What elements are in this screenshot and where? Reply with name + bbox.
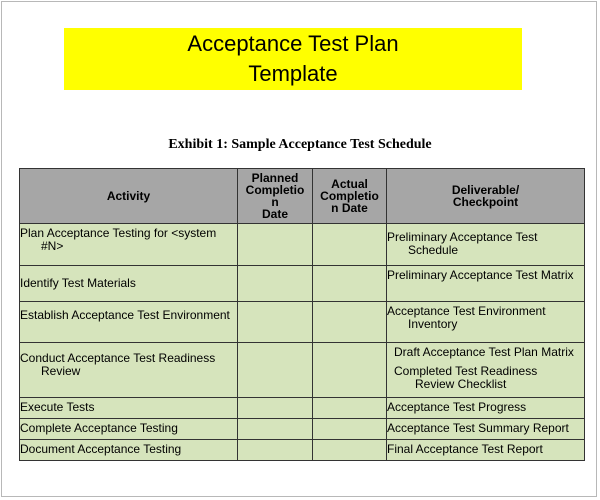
deliverable-cell: Final Acceptance Test Report (387, 440, 585, 461)
header-deliverable-checkpoint: Deliverable/ Checkpoint (387, 169, 585, 224)
planned-date-cell (238, 343, 313, 398)
table-row (20, 343, 585, 398)
planned-date-cell (238, 224, 313, 266)
planned-date-cell (238, 419, 313, 440)
actual-date-cell (313, 302, 387, 343)
title-banner (64, 28, 522, 90)
deliverable-cell: Preliminary Acceptance Test Schedule (387, 224, 585, 266)
actual-date-cell (313, 440, 387, 461)
table-row (20, 419, 585, 440)
planned-date-cell (238, 440, 313, 461)
header-activity: Activity (20, 169, 238, 224)
deliverable-cell: Preliminary Acceptance Test Matrix (387, 266, 585, 302)
actual-date-cell (313, 398, 387, 419)
activity-cell: Identify Test Materials (20, 266, 238, 302)
activity-cell: Document Acceptance Testing (20, 440, 238, 461)
planned-date-cell (238, 302, 313, 343)
table-row (20, 266, 585, 302)
table-row (20, 398, 585, 419)
deliverable-cell: Acceptance Test Summary Report (387, 419, 585, 440)
header-planned-completion-date: Planned Completio n Date (238, 169, 313, 224)
activity-cell: Establish Acceptance Test Environment (20, 302, 238, 343)
table-header-row (20, 169, 585, 224)
table-row (20, 440, 585, 461)
title-line-1: Acceptance Test Plan (187, 31, 399, 56)
header-actual-completion-date: Actual Completio n Date (313, 169, 387, 224)
activity-cell: Plan Acceptance Testing for <system #N> (20, 224, 238, 266)
activity-cell: Execute Tests (20, 398, 238, 419)
actual-date-cell (313, 224, 387, 266)
activity-cell: Complete Acceptance Testing (20, 419, 238, 440)
deliverable-cell: Acceptance Test Environment Inventory (387, 302, 585, 343)
actual-date-cell (313, 343, 387, 398)
deliverable-cell: Acceptance Test Progress (387, 398, 585, 419)
exhibit-caption: Exhibit 1: Sample Acceptance Test Schedule (168, 137, 432, 152)
actual-date-cell (313, 266, 387, 302)
planned-date-cell (238, 398, 313, 419)
activity-cell: Conduct Acceptance Test Readiness Review (20, 343, 238, 398)
deliverable-cell: Draft Acceptance Test Plan Matrix Completed Test Readiness Review Checklist (387, 343, 585, 398)
table-row (20, 302, 585, 343)
title-line-2: Template (248, 61, 338, 86)
acceptance-test-schedule-table (19, 168, 585, 461)
planned-date-cell (238, 266, 313, 302)
actual-date-cell (313, 419, 387, 440)
table-row (20, 224, 585, 266)
